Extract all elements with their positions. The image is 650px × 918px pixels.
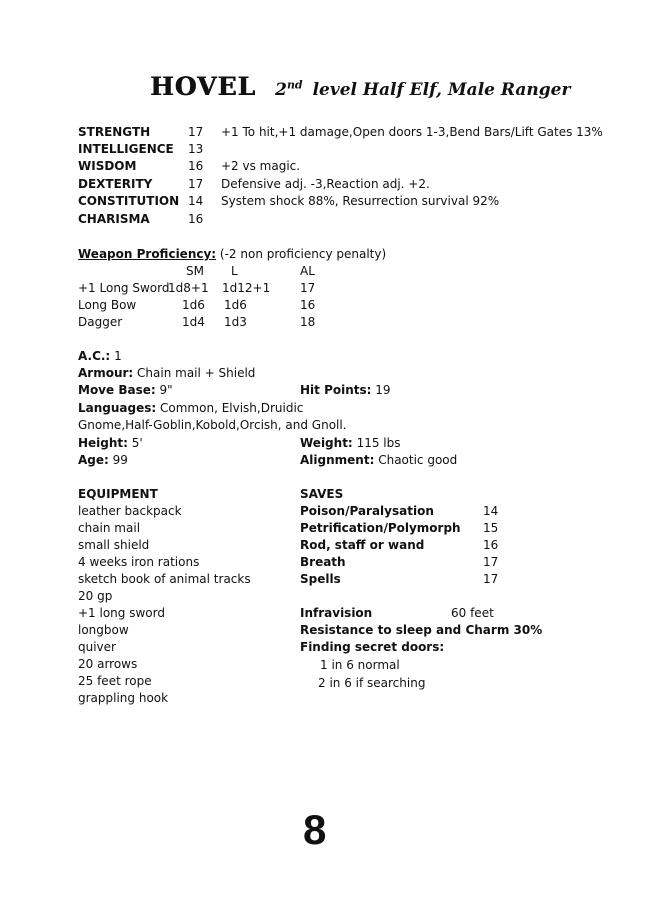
equipment-item: grappling hook (78, 691, 169, 705)
armour-label: Armour: (78, 366, 134, 380)
ability-note: +2 vs magic. (221, 159, 301, 173)
page-title (150, 72, 570, 101)
ability-score: 16 (188, 212, 204, 226)
move-line (78, 382, 173, 399)
ac-line (78, 348, 122, 365)
weight-label: Weight: (300, 436, 353, 450)
infravision-value: 60 feet (451, 606, 494, 620)
secret-doors-label: Finding secret doors: (300, 640, 445, 654)
weapon-al: 18 (300, 315, 316, 329)
infravision-label: Infravision (300, 606, 373, 620)
ability-note: +1 To hit,+1 damage,Open doors 1-3,Bend Bars/Lift Gates 13% (221, 125, 603, 139)
armour-line (78, 365, 255, 382)
save-value: 14 (483, 504, 499, 518)
level-suffix: nd (286, 78, 303, 92)
weapon-al: 16 (300, 298, 316, 312)
weapon-heading: Weapon Proficiency: (78, 247, 217, 261)
alignment-value: Chaotic good (378, 453, 458, 467)
character-description: level Half Elf, Male Ranger (312, 80, 571, 100)
weight-line (300, 435, 400, 452)
save-value: 15 (483, 521, 499, 535)
save-value: 16 (483, 538, 499, 552)
ability-note: System shock 88%, Resurrection survival 92% (221, 194, 500, 208)
equipment-item: quiver (78, 640, 116, 654)
height-value: 5' (131, 436, 143, 450)
height-label: Height: (78, 436, 128, 450)
armour-value: Chain mail + Shield (137, 366, 256, 380)
save-name: Petrification/Polymorph (300, 521, 461, 535)
equipment-item: leather backpack (78, 504, 182, 518)
saves-heading: SAVES (300, 487, 344, 501)
hp-value: 19 (375, 383, 391, 397)
column-header-l: L (231, 264, 238, 278)
resistance-line: Resistance to sleep and Charm 30% (300, 623, 543, 637)
ability-score: 14 (188, 194, 204, 208)
ability-note: Defensive adj. -3,Reaction adj. +2. (221, 177, 430, 191)
alignment-line (300, 452, 457, 469)
weapon-penalty: (-2 non proficiency penalty) (219, 247, 387, 261)
save-name: Poison/Paralysation (300, 504, 434, 518)
ability-name: DEXTERITY (78, 177, 153, 191)
save-value: 17 (483, 555, 499, 569)
equipment-item: 20 arrows (78, 657, 138, 671)
ability-name: WISDOM (78, 159, 137, 173)
languages-continued: Gnome,Half-Goblin,Kobold,Orcish, and Gnoll. (78, 418, 347, 432)
level-number: 2 (275, 80, 287, 100)
weapon-name: Long Bow (78, 298, 137, 312)
secret-doors-searching: 2 in 6 if searching (318, 676, 426, 690)
weight-value: 115 lbs (356, 436, 401, 450)
equipment-item: +1 long sword (78, 606, 165, 620)
secret-doors-normal: 1 in 6 normal (320, 658, 400, 672)
hp-line (300, 382, 391, 399)
languages-label: Languages: (78, 401, 157, 415)
ability-score: 13 (188, 142, 204, 156)
age-value: 99 (112, 453, 128, 467)
column-header-sm: SM (186, 264, 204, 278)
ability-name: INTELLIGENCE (78, 142, 174, 156)
weapon-damage-sm: 1d4 (182, 315, 205, 329)
weapon-heading-line (78, 246, 386, 263)
character-class-line (275, 80, 570, 100)
weapon-damage-l: 1d3 (224, 315, 247, 329)
height-line (78, 435, 143, 452)
equipment-item: chain mail (78, 521, 141, 535)
ability-name: STRENGTH (78, 125, 151, 139)
column-header-al: AL (300, 264, 315, 278)
ac-value: 1 (114, 349, 122, 363)
weapon-damage-l: 1d6 (224, 298, 247, 312)
page-number: 8 (303, 806, 327, 853)
weapon-damage-l: 1d12+1 (222, 281, 271, 295)
weapon-damage-sm: 1d8+1 (168, 281, 209, 295)
move-label: Move Base: (78, 383, 156, 397)
languages-line (78, 400, 303, 417)
age-label: Age: (78, 453, 109, 467)
weapon-damage-sm: 1d6 (182, 298, 205, 312)
ability-score: 17 (188, 177, 204, 191)
equipment-item: sketch book of animal tracks (78, 572, 251, 586)
equipment-item: longbow (78, 623, 129, 637)
equipment-item: 20 gp (78, 589, 113, 603)
languages-value: Common, Elvish,Druidic (160, 401, 304, 415)
move-value: 9" (159, 383, 173, 397)
ability-score: 17 (188, 125, 204, 139)
ability-name: CONSTITUTION (78, 194, 180, 208)
ability-score: 16 (188, 159, 204, 173)
character-name: HOVEL (150, 72, 256, 101)
ac-label: A.C.: (78, 349, 111, 363)
save-name: Rod, staff or wand (300, 538, 425, 552)
weapon-al: 17 (300, 281, 316, 295)
ability-name: CHARISMA (78, 212, 150, 226)
equipment-item: 25 feet rope (78, 674, 152, 688)
alignment-label: Alignment: (300, 453, 375, 467)
save-name: Breath (300, 555, 346, 569)
weapon-name: Dagger (78, 315, 123, 329)
age-line (78, 452, 128, 469)
save-value: 17 (483, 572, 499, 586)
equipment-item: small shield (78, 538, 150, 552)
equipment-item: 4 weeks iron rations (78, 555, 200, 569)
save-name: Spells (300, 572, 341, 586)
weapon-name: +1 Long Sword (78, 281, 170, 295)
equipment-heading: EQUIPMENT (78, 487, 158, 501)
hp-label: Hit Points: (300, 383, 372, 397)
